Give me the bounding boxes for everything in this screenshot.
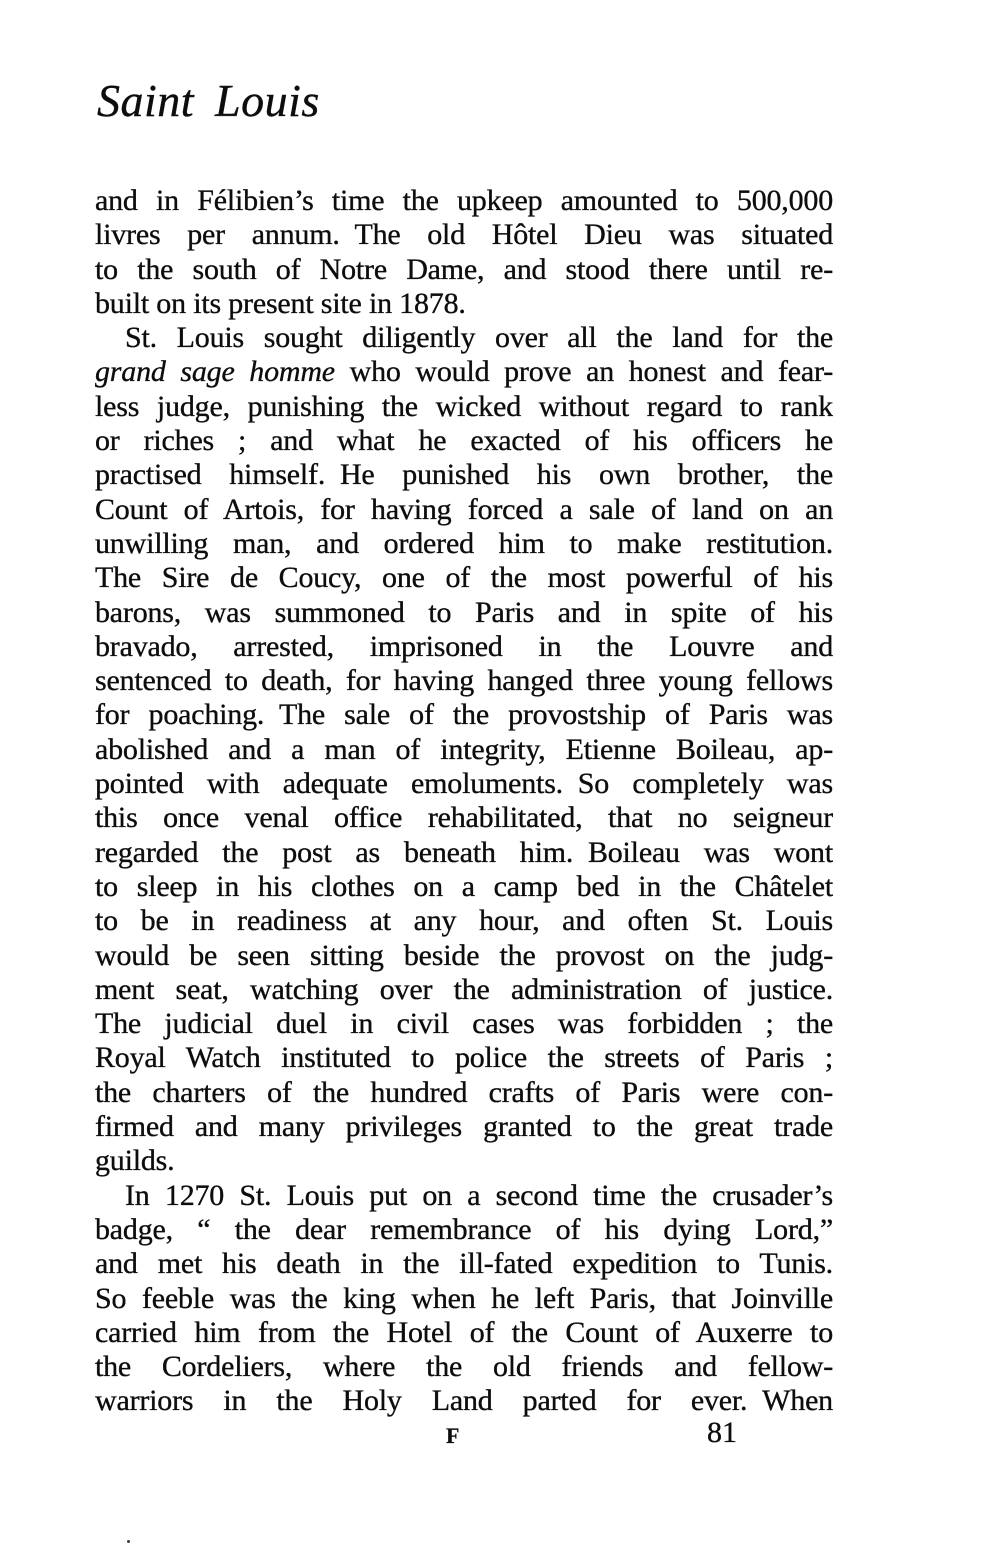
- text-line: St. Louis sought diligently over all the land for the: [125, 321, 833, 355]
- text-line: practised himself. He punished his own brother, the: [95, 458, 833, 492]
- text-line: would be seen sitting beside the provost on the judg-: [95, 938, 833, 972]
- text-line: So feeble was the king when he left Paris, that Joinville: [95, 1281, 833, 1315]
- text-line: firmed and many privileges granted to the great trade: [95, 1110, 833, 1144]
- text-line: to be in readiness at any hour, and often St. Louis: [95, 904, 833, 938]
- text-line: the charters of the hundred crafts of Paris were con-: [95, 1075, 833, 1109]
- page-number: 81: [707, 1416, 737, 1449]
- text-line: barons, was summoned to Paris and in spite of his: [95, 595, 833, 629]
- text-line: carried him from the Hotel of the Count of Auxerre to: [95, 1315, 833, 1349]
- text-line: sentenced to death, for having hanged three young fellows: [95, 664, 833, 698]
- scan-speck: [127, 1540, 130, 1543]
- text-line: abolished and a man of integrity, Etienne Boileau, ap-: [95, 732, 833, 766]
- running-head: Saint Louis: [97, 75, 320, 126]
- text-line: built on its present site in 1878.: [95, 286, 466, 320]
- text-line: bravado, arrested, imprisoned in the Louvre and: [95, 629, 833, 663]
- text-line: unwilling man, and ordered him to make restitution.: [95, 526, 833, 560]
- text-line: Count of Artois, for having forced a sale of land on an: [95, 492, 833, 526]
- text-line: The Sire de Coucy, one of the most powerful of his: [95, 561, 833, 595]
- text-line: pointed with adequate emoluments. So completely was: [95, 767, 833, 801]
- text-line: The judicial duel in civil cases was forbidden ; the: [95, 1007, 833, 1041]
- text-line: regarded the post as beneath him. Boileau was wont: [95, 835, 833, 869]
- text-line: this once venal office rehabilitated, that no seigneur: [95, 801, 833, 835]
- text-line: grand sage homme who would prove an honest and fear-: [95, 355, 833, 389]
- text-line: the Cordeliers, where the old friends and fellow-: [95, 1350, 833, 1384]
- text-line: or riches ; and what he exacted of his officers he: [95, 424, 833, 458]
- text-line: and in Félibien’s time the upkeep amounted to 500,000: [95, 184, 833, 217]
- text-line: ment seat, watching over the administration of justice.: [95, 972, 833, 1006]
- text-line: to the south of Notre Dame, and stood there until re-: [95, 252, 833, 286]
- text-line: warriors in the Holy Land parted for ever. When: [95, 1384, 833, 1418]
- text-line: for poaching. The sale of the provostship of Paris was: [95, 698, 833, 732]
- text-block: [95, 184, 833, 1419]
- text-line: guilds.: [95, 1144, 175, 1178]
- text-line: badge, “ the dear remembrance of his dying Lord,”: [95, 1212, 833, 1246]
- text-line: less judge, punishing the wicked without regard to rank: [95, 389, 833, 423]
- signature-mark: F: [446, 1423, 460, 1448]
- text-line: to sleep in his clothes on a camp bed in the Châtelet: [95, 869, 833, 903]
- text-line: livres per annum. The old Hôtel Dieu was situated: [95, 218, 833, 252]
- text-line: and met his death in the ill-fated expedition to Tunis.: [95, 1247, 833, 1281]
- text-line: Royal Watch instituted to police the streets of Paris ;: [95, 1041, 833, 1075]
- text-line: In 1270 St. Louis put on a second time the crusader’s: [125, 1178, 833, 1212]
